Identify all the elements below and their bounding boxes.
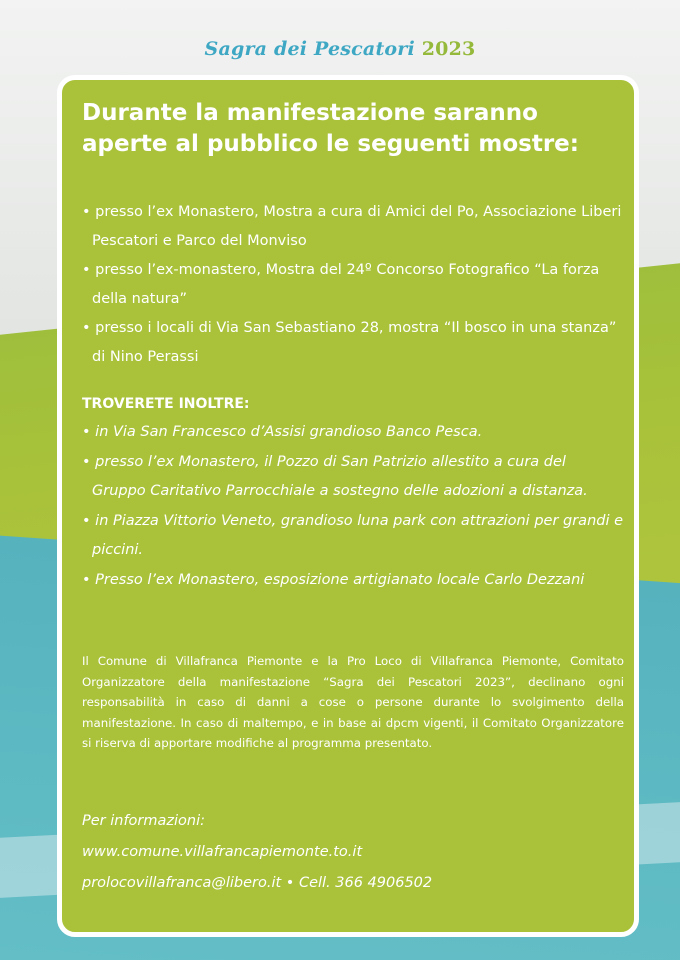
event-year: 2023 [421,38,476,60]
exhibit-item: • presso i locali di Via San Sebastiano 28, mostra “Il bosco in una stanza” di Nino Perassi [82,320,617,365]
event-name: Sagra dei Pescatori [204,38,415,60]
exhibit-item: • presso l’ex Monastero, Mostra a cura di Amici del Po, Associazione Liberi Pescatori e Parco del Monviso [82,204,622,249]
disclaimer-text: Il Comune di Villafranca Piemonte e la Pro Loco di Villafranca Piemonte, Comitato Organizzatore della manifestazione “Sagra dei Pescatori 2023”, declinano ogni responsabilità in caso di danni a cose o persone durante lo svolgimento della manifestazione. In caso di maltempo, e in base ai dpcm vigenti, il Comitato Organizzatore si riserva di apportare modifiche al programma presentato. [82,654,624,750]
email-phone-text: prolocovillafranca@libero.it • Cell. 366 4906502 [82,874,433,891]
exhibits-list [82,198,624,372]
card-title [82,98,624,160]
extras-list [82,418,624,595]
info-card-content [82,98,624,899]
website-text: www.comune.villafrancapiemonte.to.it [82,843,363,860]
extra-item: • Presso l’ex Monastero, esposizione artigianato locale Carlo Dezzani [82,571,585,588]
card-title-line-2: aperte al pubblico le seguenti mostre: [82,131,579,157]
extra-item: • presso l’ex Monastero, il Pozzo di San Patrizio allestito a cura del Gruppo Caritativo Parrocchiale a sostegno delle adozioni a distanza. [82,453,588,499]
card-title-line-1: Durante la manifestazione saranno [82,100,538,126]
info-card [57,75,639,937]
extra-item: • in Via San Francesco d’Assisi grandioso Banco Pesca. [82,424,483,440]
extras-heading: TROVERETE INOLTRE: [82,396,250,412]
contacts-label: Per informazioni: [82,812,206,829]
contacts-block [82,806,624,899]
extra-item: • in Piazza Vittorio Veneto, grandioso luna park con attrazioni per grandi e piccini. [82,512,624,558]
exhibit-item: • presso l’ex-monastero, Mostra del 24º Concorso Fotografico “La forza della natura” [82,262,600,307]
event-header [0,38,680,60]
